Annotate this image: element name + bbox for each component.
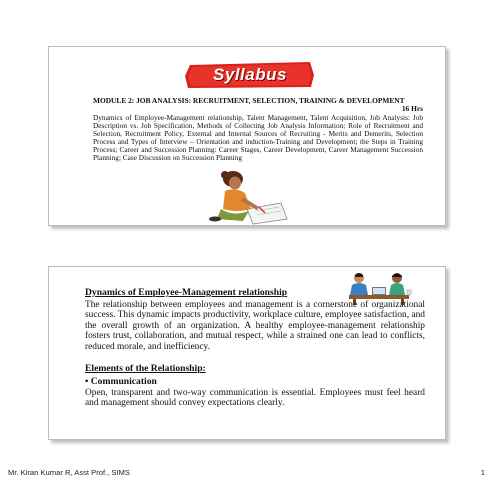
slide2-paragraph: The relationship between employees and management is a cornerstone of organizational success. This dynamic impacts productivity, workplace culture, employee satisfaction, and the overall growth of an organization. A healthy employee-management relationship fosters trust, collaboration, and mutual respect, while a strained one can lead to conflicts, reduced morale, and inefficiency. xyxy=(85,300,425,352)
slide2-heading: Dynamics of Employee-Management relationship xyxy=(85,287,288,298)
syllabus-banner xyxy=(184,61,316,89)
page-number: 1 xyxy=(480,468,485,477)
communication-bullet: • Communication xyxy=(85,376,157,387)
elements-subheading: Elements of the Relationship: xyxy=(85,363,206,374)
syllabus-title: Syllabus xyxy=(213,65,287,84)
slide-employee-management xyxy=(48,266,446,440)
module-description: Dynamics of Employee-Management relationship, Talent Management, Talent Acquisition, Job Analysis: Job Description vs. Job Specification, Methods of Collecting Job Analysis Information; Role of Recruitment and Selection, Recruitment Policy, External and Internal Sources of Recruiting - Merits and Demerits, Selection Process and Types of Interview – Orientation and induction-Training and Development; the Steps in Training Process; Career and Succession Planning: Career Stages, Career Development, Career Management Succession Planning; Case Discussion on Succession Planning xyxy=(93,113,423,163)
communication-text: Open, transparent and two-way communication is essential. Employees must feel heard and management should convey expectations clearly. xyxy=(85,388,425,409)
module-heading xyxy=(93,97,423,113)
footer-author: Mr. Kiran Kumar R, Asst Prof., SIMS xyxy=(8,468,130,477)
girl-writing-icon xyxy=(203,169,289,225)
slide-syllabus xyxy=(48,46,446,226)
module-hours: 16 Hrs xyxy=(401,104,423,113)
module-title: MODULE 2: JOB ANALYSIS: RECRUITMENT, SELECTION, TRAINING & DEVELOPMENT xyxy=(93,96,405,105)
